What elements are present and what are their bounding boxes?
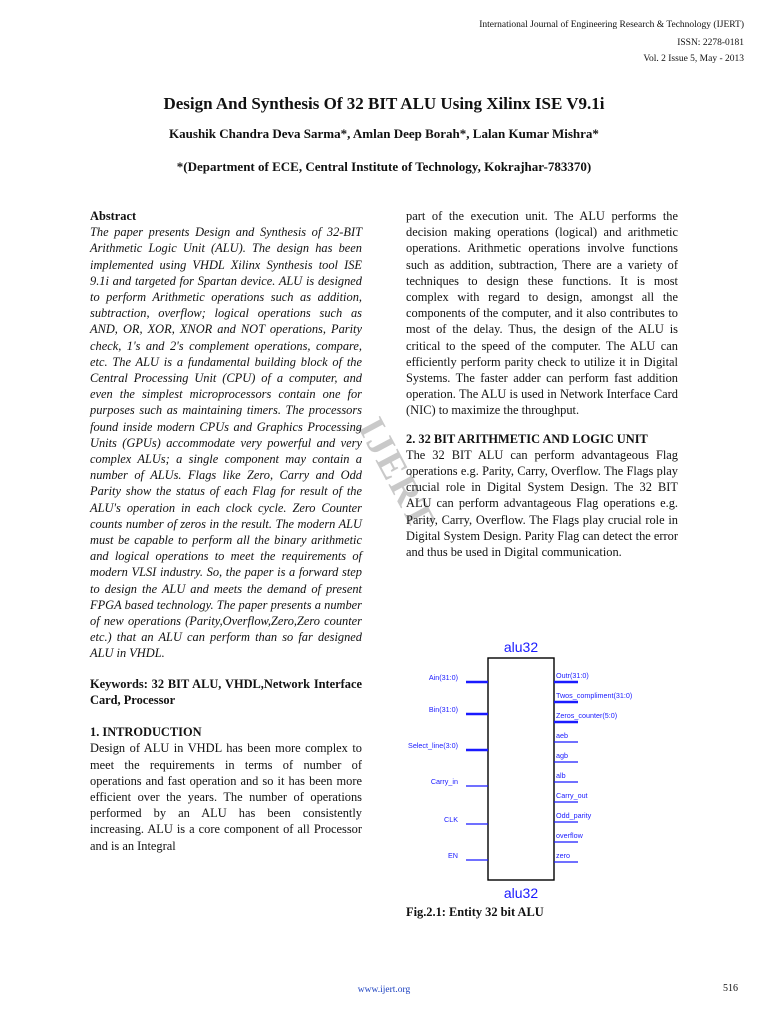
output-port-label: Outr(31:0) [556,671,589,680]
alu-entity-diagram [400,634,680,904]
figure-caption: Fig.2.1: Entity 32 bit ALU [406,905,544,919]
output-port-label: Twos_compliment(31:0) [556,691,633,700]
paper-title: Design And Synthesis Of 32 BIT ALU Using Xilinx ISE V9.1i [163,94,605,113]
page-number: 516 [723,983,738,994]
section-2-heading: 2. 32 BIT ARITHMETIC AND LOGIC UNIT [406,431,648,446]
ijert-watermark: IJERT [349,410,444,538]
output-port-label: aeb [556,731,568,740]
output-port-label: agb [556,751,568,760]
input-port-label: Ain(31:0) [428,673,458,682]
input-port-label: EN [448,851,458,860]
execution-unit-paragraph: part of the execution unit. The ALU performs the decision making operations (logical) and arithmetic operations. Arithmetic operations involve functions such as addition, subtraction, There are a variety of techniques to design these functions. It is most complex with regard to design, amongst all the components of the computer, and it also contributes to most of the delay. Thus, the design of the ALU is critical to the speed of the computer. The ALU can efficiently perform parity check to utilize it in Digital Systems. The faster adder can perform fast addition operation. The ALU is used in Network Interface Card (NIC) to maximize the throughput. [406,209,678,418]
keywords: Keywords: 32 BIT ALU, VHDL,Network Interface Card, Processor [90,676,362,707]
output-port-label: Odd_parity [556,811,592,820]
input-port-label: CLK [444,815,458,824]
journal-name: International Journal of Engineering Research & Technology (IJERT) [479,20,744,30]
input-port-label: Carry_in [430,777,458,786]
output-port-label: alb [556,771,566,780]
output-port-label: zero [556,851,570,860]
entity-name-bottom: alu32 [503,885,539,901]
issn: ISSN: 2278-0181 [677,38,744,48]
introduction-text: Design of ALU in VHDL has been more complex to meet the requirements in terms of number of operations and fast operation and so it has been more efficient over the years. The number of operations performed by an ALU has been consistently increasing. ALU is a core component of all Processor and is an Integral [90,741,362,853]
entity-box [488,658,554,880]
output-port-label: Carry_out [556,791,588,800]
authors: Kaushik Chandra Deva Sarma*, Amlan Deep Borah*, Lalan Kumar Mishra* [169,126,599,141]
abstract-heading: Abstract [90,209,137,223]
affiliation: *(Department of ECE, Central Institute of Technology, Kokrajhar-783370) [176,159,592,174]
section-2-text: The 32 BIT ALU can perform advantageous Flag operations e.g. Parity, Carry, Overflow. The Flags play crucial role in Digital System Design. The 32 BIT ALU can perform advantageous Flag operations e.g. Parity, Carry, Overflow. The Flags play crucial role in Digital System Design. Parity Flag can detect the error and thus be used in Digital communication. [406,447,678,560]
input-port-label: Bin(31:0) [428,705,458,714]
abstract-text: The paper presents Design and Synthesis of 32-BIT Arithmetic Logic Unit (ALU). The design has been implemented using VHDL Xilinx Synthesis tool ISE 9.1i and targeted for Spartan device. ALU is designed to perform Arithmetic operations such as addition, subtraction, overflow; logical operations such as AND, OR, XOR, XNOR and NOT operations, Parity check, 1's and 2's complement operations, compare, etc. The ALU is a fundamental building block of the Central Processing Unit (CPU) of a computer, and even the simplest microprocessors contain one for purposes such as maintaining timers. The processors found inside modern CPUs and Graphics Processing Units (GPUs) accommodate very powerful and very complex ALUs; a single component may contain a number of ALUs. Flags like Zero, Carry and Odd Parity show the status of each Flag for result of the ALU's operation in each clock cycle. Zero Counter counts number of zeros in the result. The modern ALU must be capable to perform all the binary arithmetic and logical operations to meet the requirements of modern VLSI industry. So, the paper is a forward step to design the ALU and meets the demand of present FPGA based technology. The paper presents a number of new operations (Parity,Overflow,Zero,Zero counter etc.) that an ALU can perform than so far designed ALU in VHDL. [90,225,362,661]
entity-name-top: alu32 [503,639,539,655]
footer-url[interactable]: www.ijert.org [357,985,411,995]
left-column [90,208,362,854]
right-column [406,208,678,560]
input-port-label: Select_line(3:0) [408,741,458,750]
output-port-label: Zeros_counter(5:0) [556,711,618,720]
volume-issue: Vol. 2 Issue 5, May - 2013 [643,54,744,64]
introduction-heading: 1. INTRODUCTION [90,725,202,740]
output-port-label: overflow [556,831,583,840]
